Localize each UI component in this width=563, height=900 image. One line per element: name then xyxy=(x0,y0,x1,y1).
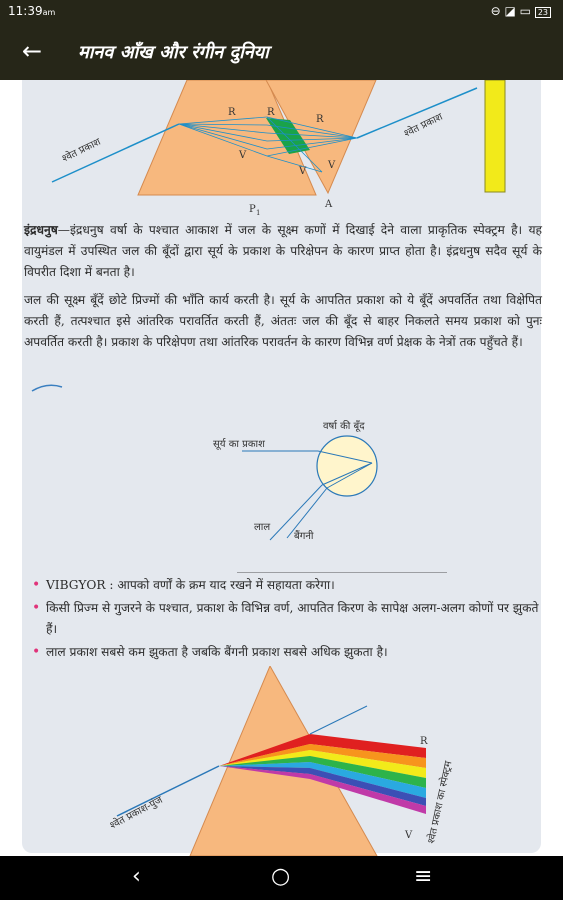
bullet-dot: • xyxy=(32,644,41,660)
page-title: मानव आँख और रंगीन दुनिया xyxy=(78,42,269,63)
nav-back-icon[interactable]: ‹ xyxy=(132,864,141,889)
content-area[interactable] xyxy=(0,80,563,856)
app-bar xyxy=(0,24,563,80)
label-r2: R xyxy=(267,107,275,118)
status-time: 11:39am xyxy=(8,4,56,18)
bullet-list xyxy=(32,575,544,665)
label-p1: P xyxy=(249,204,256,215)
label-white-beam: श्वेत प्रकाश-पुंज xyxy=(108,794,165,832)
label-r: R xyxy=(420,736,428,747)
label-v2: V xyxy=(299,166,307,177)
label-v1: V xyxy=(239,150,247,161)
list-item: • किसी प्रिज्म से गुजरने के पश्चात, प्रकाश के विभिन्न वर्ण, आपतित किरण के सापेक्ष अलग-अलग कोणों पर झुकते हैं। xyxy=(32,600,539,636)
label-violet: बैंगनी xyxy=(294,531,314,542)
label-spectrum: श्वेत प्रकाश का स्पेक्ट्रम xyxy=(426,760,455,845)
status-icons: ⊖ ◪ ▭ 23 xyxy=(491,4,551,18)
back-arrow-icon[interactable]: ← xyxy=(22,37,43,65)
status-bar xyxy=(0,0,563,24)
reflected-ray xyxy=(310,706,367,734)
label-a: A xyxy=(325,199,333,210)
battery-icon: 23 xyxy=(535,7,551,18)
label-red: लाल xyxy=(254,522,271,533)
label-sunlight: सूर्य का प्रकाश xyxy=(213,439,265,450)
raindrop-circle xyxy=(317,436,377,496)
paragraph-droplets: जल की सूक्ष्म बूँदें छोटे प्रिज्मों की भाँति कार्य करती है। सूर्य के आपतित प्रकाश को ये बूँदें अपवर्तित तथा विक्षेपित करती हैं, तत्पश्चात इसे आंतरिक परावर्तित करती हैं, अंततः जल की बूँद से बाहर निकलते समय प्रकाश को पुनः अपवर्तित करती है। प्रकाश के परिक्षेपण तथा आंतरिक परावर्तन के कारण विभिन्न वर्ण प्रेक्षक के नेत्रों तक पहुँचते हैं। xyxy=(24,293,542,349)
bullet-dot: • xyxy=(32,577,41,593)
label-p1-sub: 1 xyxy=(256,209,261,217)
label-r3: R xyxy=(316,114,324,125)
term-rainbow: इंद्रधनुष xyxy=(24,223,58,237)
navigation-bar xyxy=(0,856,563,900)
list-item: • लाल प्रकाश सबसे कम झुकता है जबकि बैंगनी प्रकाश सबसे अधिक झुकता है। xyxy=(32,642,544,663)
nav-home-icon[interactable]: ○ xyxy=(271,864,291,889)
label-v: V xyxy=(405,830,413,841)
label-white-right: श्वेत प्रकाश xyxy=(402,111,445,140)
label-r1: R xyxy=(228,107,236,118)
list-item: • VIBGYOR : आपको वर्णों के क्रम याद रखने में सहायता करेगा। xyxy=(32,575,544,596)
prism-dispersion-diagram xyxy=(22,666,541,856)
paragraph-rainbow: इंद्रधनुष—इंद्रधनुष वर्षा के पश्चात आकाश में जल के सूक्ष्म कणों में दिखाई देने वाला प्राकृतिक स्पेक्ट्रम है। यह वायुमंडल में उपस्थित जल की बूँदों द्वारा सूर्य के प्रकाश के परिक्षेपन के कारण प्राप्त होता है। इंद्रधनुष सदैव सूर्य के विपरीत दिशा में बनता है। xyxy=(24,223,542,279)
label-v3: V xyxy=(328,160,336,171)
raindrop-diagram xyxy=(22,413,541,573)
scroll-indicator-arc xyxy=(28,380,68,394)
label-white-left: श्वेत प्रकाश xyxy=(60,136,103,165)
bullet-dot: • xyxy=(32,600,41,616)
nav-recents-icon[interactable]: ≡ xyxy=(414,864,433,889)
screen-yellow xyxy=(485,80,505,192)
prism-recombination-diagram xyxy=(22,80,541,220)
label-raindrop: वर्षा की बूँद xyxy=(323,421,365,432)
